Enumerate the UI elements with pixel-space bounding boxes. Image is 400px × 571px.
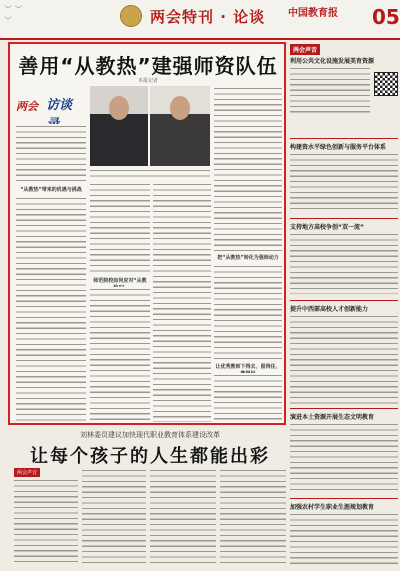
body-column-4a — [214, 86, 282, 251]
body-column-4b — [214, 264, 282, 360]
national-emblem-icon — [120, 5, 142, 27]
divider — [290, 498, 398, 499]
photo-caption — [90, 168, 210, 178]
right-body-1 — [290, 66, 370, 116]
birds-icon: ︶ ︶ ︶ — [4, 5, 23, 25]
right-headline-2: 构建资水平绿色创新与服务平台体系 — [290, 144, 387, 151]
divider — [290, 300, 398, 301]
bottom-column-4 — [220, 468, 286, 566]
body-column-3 — [153, 182, 211, 422]
divider — [290, 138, 398, 139]
right-news-column — [290, 42, 398, 567]
masthead — [0, 0, 400, 40]
right-body-3 — [290, 232, 398, 294]
logo-text-fangtanlu: 访谈 — [46, 98, 73, 113]
right-body-2 — [290, 152, 398, 212]
portrait-photo-man — [90, 86, 148, 166]
portrait-photo-woman — [150, 86, 210, 166]
divider — [290, 218, 398, 219]
body-column-4c — [214, 373, 282, 422]
logo-text-lianghui: 两会 — [16, 100, 38, 113]
page-number: 05 — [372, 5, 400, 29]
intro-text — [16, 124, 86, 182]
body-column-1 — [16, 196, 86, 422]
right-headline-5: 演进本土资源开展生态文明教育 — [290, 414, 375, 421]
right-body-6 — [290, 512, 398, 564]
interview-logo — [16, 90, 78, 120]
bottom-column-1 — [14, 478, 78, 566]
body-column-2a — [90, 182, 150, 274]
subhead-2: 师范院校如何应对“从教 — [90, 277, 150, 291]
right-body-5 — [290, 422, 398, 492]
bottom-headline: 让每个孩子的人生都能出彩 — [30, 446, 270, 467]
featured-byline: 本报记者 — [137, 78, 158, 84]
divider — [290, 408, 398, 409]
right-body-4 — [290, 314, 398, 404]
right-headline-3: 支持地方高校争创“双一流” — [290, 224, 364, 231]
right-headline-6: 加强农村学生职业生涯规划教育 — [290, 504, 375, 511]
bottom-tag: 两会声音 — [14, 468, 40, 477]
section-title: 两会特刊 · 论谈 — [150, 8, 266, 26]
bottom-column-3 — [150, 468, 216, 566]
bottom-kicker: 刘林委员建议加快现代职业教育体系建设改革 — [80, 431, 220, 439]
paper-name: 中国教育报 — [288, 8, 338, 19]
body-column-2b — [90, 287, 150, 422]
bottom-column-2 — [82, 468, 146, 566]
subhead-1: “从教热”带来的机遇与挑战 — [16, 186, 86, 193]
right-column-tag: 两会声音 — [290, 44, 320, 55]
right-headline-1: 利用公共文化设施发展美育资源 — [290, 58, 375, 65]
subhead-3: 把“从教热”转化为强师动力 — [214, 254, 282, 261]
subhead-4: 让优秀教师下得去、留得住、 — [214, 363, 282, 377]
right-headline-4: 提升中西部高校人才创新能力 — [290, 306, 369, 313]
featured-headline: 善用“从教热”建强师资队伍 — [18, 54, 278, 78]
qr-code-icon — [374, 72, 398, 96]
